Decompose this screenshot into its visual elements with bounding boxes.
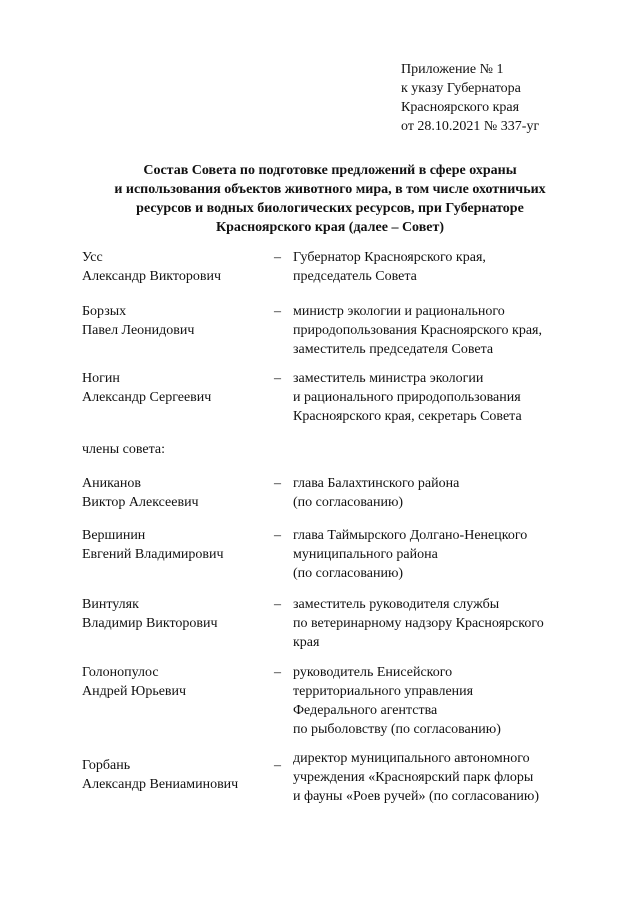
member-role — [293, 749, 539, 806]
role-line: заместитель руководителя службы — [293, 597, 500, 612]
member-given-name: Александр Викторович — [82, 269, 222, 284]
appendix-line: от 28.10.2021 № 337-уг — [401, 119, 540, 134]
member-name — [82, 756, 238, 794]
dash-separator: – — [274, 528, 281, 543]
member-surname: Ногин — [82, 371, 120, 386]
role-line: и фауны «Роев ручей» (по согласованию) — [293, 789, 540, 804]
role-line: глава Таймырского Долгано-Ненецкого — [293, 528, 528, 543]
member-surname: Аниканов — [82, 476, 142, 491]
role-line: и рационального природопользования — [293, 390, 521, 405]
member-role — [293, 526, 527, 583]
member-surname: Горбань — [82, 758, 131, 773]
member-role — [293, 302, 542, 359]
member-surname: Голонопулос — [82, 665, 159, 680]
member-given-name: Александр Сергеевич — [82, 390, 212, 405]
role-line: заместитель министра экологии — [293, 371, 484, 386]
title-line: Красноярского края (далее – Совет) — [215, 220, 445, 235]
title-line: и использования объектов животного мира, в том числе охотничьих — [114, 182, 546, 197]
appendix-block — [401, 60, 539, 136]
role-line: по рыболовству (по согласованию) — [293, 722, 501, 737]
member-name — [82, 526, 224, 564]
dash-separator: – — [274, 665, 281, 680]
member-name — [82, 369, 211, 407]
role-line: учреждения «Красноярский парк флоры — [293, 770, 534, 785]
members-label: члены совета: — [82, 442, 165, 457]
role-line: (по согласованию) — [293, 566, 404, 581]
member-role — [293, 595, 544, 652]
role-line: края — [293, 635, 320, 650]
member-given-name: Евгений Владимирович — [82, 547, 224, 562]
role-line: директор муниципального автономного — [293, 751, 530, 766]
member-surname: Усс — [82, 250, 103, 265]
dash-separator: – — [274, 597, 281, 612]
role-line: территориального управления — [293, 684, 474, 699]
document-title — [60, 161, 600, 237]
member-role — [293, 663, 501, 739]
role-line: руководитель Енисейского — [293, 665, 453, 680]
appendix-line: Красноярского края — [401, 100, 520, 115]
role-line: Красноярского края, секретарь Совета — [293, 409, 522, 424]
member-name — [82, 248, 221, 286]
role-line: Федерального агентства — [293, 703, 438, 718]
dash-separator: – — [274, 304, 281, 319]
member-given-name: Виктор Алексеевич — [82, 495, 199, 510]
role-line: муниципального района — [293, 547, 438, 562]
role-line: заместитель председателя Совета — [293, 342, 494, 357]
dash-separator: – — [274, 758, 281, 773]
member-role — [293, 248, 486, 286]
title-line: Состав Совета по подготовке предложений в сфере охраны — [143, 163, 517, 178]
role-line: природопользования Красноярского края, — [293, 323, 542, 338]
dash-separator: – — [274, 371, 281, 386]
member-name — [82, 474, 199, 512]
member-name — [82, 663, 186, 701]
dash-separator: – — [274, 476, 281, 491]
member-name — [82, 302, 194, 340]
role-line: Губернатор Красноярского края, — [293, 250, 486, 265]
member-given-name: Владимир Викторович — [82, 616, 218, 631]
role-line: по ветеринарному надзору Красноярского — [293, 616, 544, 631]
member-role — [293, 369, 522, 426]
role-line: (по согласованию) — [293, 495, 404, 510]
member-given-name: Александр Вениаминович — [82, 777, 239, 792]
member-surname: Винтуляк — [82, 597, 139, 612]
member-given-name: Андрей Юрьевич — [82, 684, 187, 699]
role-line: министр экологии и рационального — [293, 304, 505, 319]
appendix-line: Приложение № 1 — [401, 62, 504, 77]
role-line: председатель Совета — [293, 269, 417, 284]
member-name — [82, 595, 218, 633]
member-role — [293, 474, 459, 512]
member-surname: Борзых — [82, 304, 127, 319]
dash-separator: – — [274, 250, 281, 265]
appendix-line: к указу Губернатора — [401, 81, 521, 96]
title-line: ресурсов и водных биологических ресурсов, при Губернаторе — [136, 201, 524, 216]
role-line: глава Балахтинского района — [293, 476, 460, 491]
member-surname: Вершинин — [82, 528, 146, 543]
member-given-name: Павел Леонидович — [82, 323, 195, 338]
